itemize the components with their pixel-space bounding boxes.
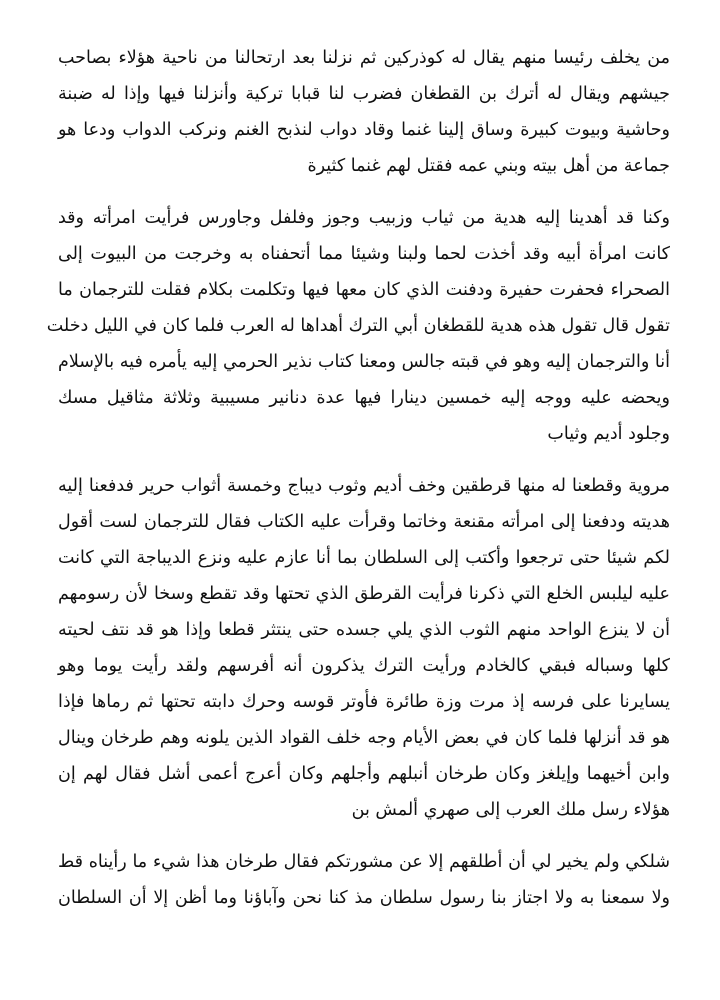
text-line: هؤلاء رسل ملك العرب إلى صهري ألمش بن xyxy=(351,800,670,820)
text-line: الصحراء فحفرت حفيرة ودفنت الذي كان معها فيها وتكلمت بكلام فقلت للترجمان ما xyxy=(58,280,670,300)
text-line: كانت امرأة أبيه وقد أخذت لحما ولبنا وشيئا مما أتحفناه به وخرجت من البيوت إلى xyxy=(58,244,670,264)
text-line: وابن أخيهما وإيلغز وكان طرخان أنبلهم وأجلهم وكان أعرج أعمى أشل فقال لهم إن xyxy=(58,764,670,784)
text-line: مروية وقطعنا له منها قرطقين وخف أديم وثوب ديباج وخمسة أثواب حرير فدفعنا إليه xyxy=(58,476,670,496)
text-line: جماعة من أهل بيته وبني عمه فقتل لهم غنما كثيرة xyxy=(307,156,670,176)
text-line: هديته ودفعنا إلى امرأته مقنعة وخاتما وقرأت عليه الكتاب فقال للترجمان لست أقول xyxy=(58,512,670,532)
text-line: ويحضه عليه ووجه إليه خمسين دينارا فيها عدة دنانير مسيبية وثلاثة مثاقيل مسك xyxy=(58,388,670,408)
text-line: جيشهم ويقال له أترك بن القطغان فضرب لنا قبابا تركية وأنزلنا فيها وإذا له ضبنة xyxy=(58,84,670,104)
paragraph-2 xyxy=(46,200,670,452)
text-line: كلها وسباله فبقي كالخادم ورأيت الترك يذكرون أنه أفرسهم ولقد رأيت يوما وهو xyxy=(58,656,670,676)
text-line: تقول قال تقول هذه هدية للقطغان أبي الترك أهداها له العرب فلما كان في الليل دخلت xyxy=(46,316,670,336)
text-line: وحاشية وبيوت كبيرة وساق إلينا غنما وقاد دواب لنذبح الغنم ونركب الدواب ودعا هو xyxy=(58,120,670,140)
paragraph-4 xyxy=(58,844,670,916)
text-line: وكنا قد أهدينا إليه هدية من ثياب وزبيب وجوز وفلفل وجاورس فرأيت امرأته وقد xyxy=(58,208,670,228)
text-line: وجلود أديم وثياب xyxy=(547,424,670,444)
text-line: هو قد أنزلها فلما كان في بعض الأيام وجه خلف القواد الذين يلونه وهم طرخان وينال xyxy=(58,728,670,748)
text-line: يسايرنا على فرسه إذ مرت وزة طائرة فأوتر قوسه وحرك دابته تحتها ثم رماها فإذا xyxy=(58,692,670,712)
paragraph-1 xyxy=(58,40,670,184)
text-line: لكم شيئا حتى ترجعوا وأكتب إلى السلطان بما أنا عازم عليه ونزع الديباجة التي كانت xyxy=(58,548,670,568)
document-page xyxy=(46,40,670,932)
text-line: من يخلف رئيسا منهم يقال له كوذركين ثم نزلنا بعد ارتحالنا من ناحية هؤلاء بصاحب xyxy=(58,48,670,68)
text-line: أنا والترجمان إليه وهو في قبته جالس ومعنا كتاب نذير الحرمي إليه يأمره فيه بالإسلام xyxy=(58,352,670,372)
text-line: أن لا ينزع الواحد منهم الثوب الذي يلي جسده حتى ينتثر قطعا وإذا هو قد نتف لحيته xyxy=(58,620,670,640)
paragraph-3 xyxy=(58,468,670,828)
text-line: شلكي ولم يخير لي أن أطلقهم إلا عن مشورتكم فقال طرخان هذا شيء ما رأيناه قط xyxy=(58,852,670,872)
text-line: ولا سمعنا به ولا اجتاز بنا رسول سلطان مذ كنا نحن وآباؤنا وما أظن إلا أن السلطان xyxy=(58,888,670,908)
text-line: عليه ليلبس الخلع التي ذكرنا فرأيت القرطق الذي تحتها وقد تقطع وسخا لأن رسومهم xyxy=(58,584,670,604)
